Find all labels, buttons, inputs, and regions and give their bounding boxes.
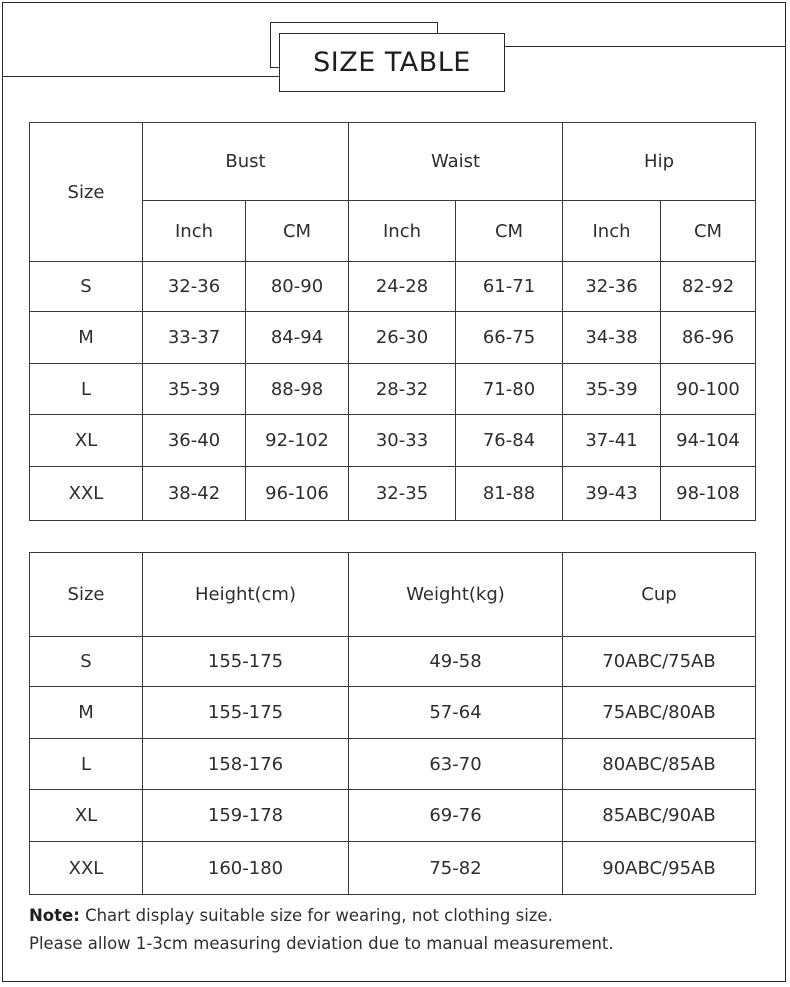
group-header-waist: Waist [349,123,563,201]
weight-cell: 49-58 [349,637,563,687]
table-row [30,415,756,467]
table-row [30,842,756,895]
group-header-bust: Bust [143,123,349,201]
cup-header: Cup [563,553,756,637]
size-cell: L [30,739,143,790]
table-cell: 76-84 [456,415,563,467]
table-cell: 30-33 [349,415,456,467]
unit-header: CM [246,201,349,262]
table-cell: 94-104 [661,415,756,467]
cup-cell: 75ABC/80AB [563,687,756,739]
height-cell: 155-175 [143,687,349,739]
cup-cell: 80ABC/85AB [563,739,756,790]
unit-header: Inch [143,201,246,262]
table-row [30,364,756,415]
table-cell: 35-39 [563,364,661,415]
group-header-hip: Hip [563,123,756,201]
size-cell: S [30,637,143,687]
table-cell: 81-88 [456,467,563,521]
table-cell: 32-36 [563,262,661,312]
size-cell: XL [30,790,143,842]
weight-cell: 63-70 [349,739,563,790]
table-cell: 28-32 [349,364,456,415]
unit-header: CM [661,201,756,262]
table-row [30,687,756,739]
height-cell: 158-176 [143,739,349,790]
weight-header: Weight(kg) [349,553,563,637]
table-row [30,467,756,521]
unit-header: CM [456,201,563,262]
table-cell: 82-92 [661,262,756,312]
table-row [30,790,756,842]
unit-header: Inch [349,201,456,262]
body-size-table [29,552,756,895]
size-cell: XXL [30,842,143,895]
height-cell: 155-175 [143,637,349,687]
size-cell: S [30,262,143,312]
header-rule-right [504,46,786,47]
weight-cell: 75-82 [349,842,563,895]
table-cell: 92-102 [246,415,349,467]
table-header-row [30,123,756,201]
table-cell: 32-35 [349,467,456,521]
table-cell: 61-71 [456,262,563,312]
size-cell: M [30,687,143,739]
table-row [30,739,756,790]
height-cell: 160-180 [143,842,349,895]
note-text-1: Chart display suitable size for wearing, not clothing size. [85,906,553,925]
size-cell: XXL [30,467,143,521]
table-cell: 66-75 [456,312,563,364]
table-cell: 26-30 [349,312,456,364]
note-line-2: Please allow 1-3cm measuring deviation due to manual measurement. [29,934,614,953]
table-cell: 98-108 [661,467,756,521]
table-header-row [30,553,756,637]
size-cell: XL [30,415,143,467]
weight-cell: 57-64 [349,687,563,739]
table-cell: 38-42 [143,467,246,521]
measurement-table [29,122,756,521]
cup-cell: 85ABC/90AB [563,790,756,842]
table-cell: 71-80 [456,364,563,415]
table-cell: 39-43 [563,467,661,521]
height-header: Height(cm) [143,553,349,637]
height-cell: 159-178 [143,790,349,842]
size-header: Size [30,123,143,262]
table-cell: 32-36 [143,262,246,312]
table-cell: 86-96 [661,312,756,364]
table-cell: 34-38 [563,312,661,364]
note-label: Note: [29,906,80,925]
weight-cell: 69-76 [349,790,563,842]
table-cell: 24-28 [349,262,456,312]
table-cell: 80-90 [246,262,349,312]
table-cell: 37-41 [563,415,661,467]
table-cell: 90-100 [661,364,756,415]
header-rule-left [2,76,282,77]
table-cell: 96-106 [246,467,349,521]
table-cell: 88-98 [246,364,349,415]
table-row [30,637,756,687]
table-row [30,312,756,364]
size-cell: L [30,364,143,415]
page-title: SIZE TABLE [279,33,505,92]
note-line-1 [29,906,553,925]
table-cell: 36-40 [143,415,246,467]
table-cell: 33-37 [143,312,246,364]
unit-header: Inch [563,201,661,262]
cup-cell: 70ABC/75AB [563,637,756,687]
size-cell: M [30,312,143,364]
table-cell: 35-39 [143,364,246,415]
table-cell: 84-94 [246,312,349,364]
table-row [30,262,756,312]
size-header: Size [30,553,143,637]
cup-cell: 90ABC/95AB [563,842,756,895]
